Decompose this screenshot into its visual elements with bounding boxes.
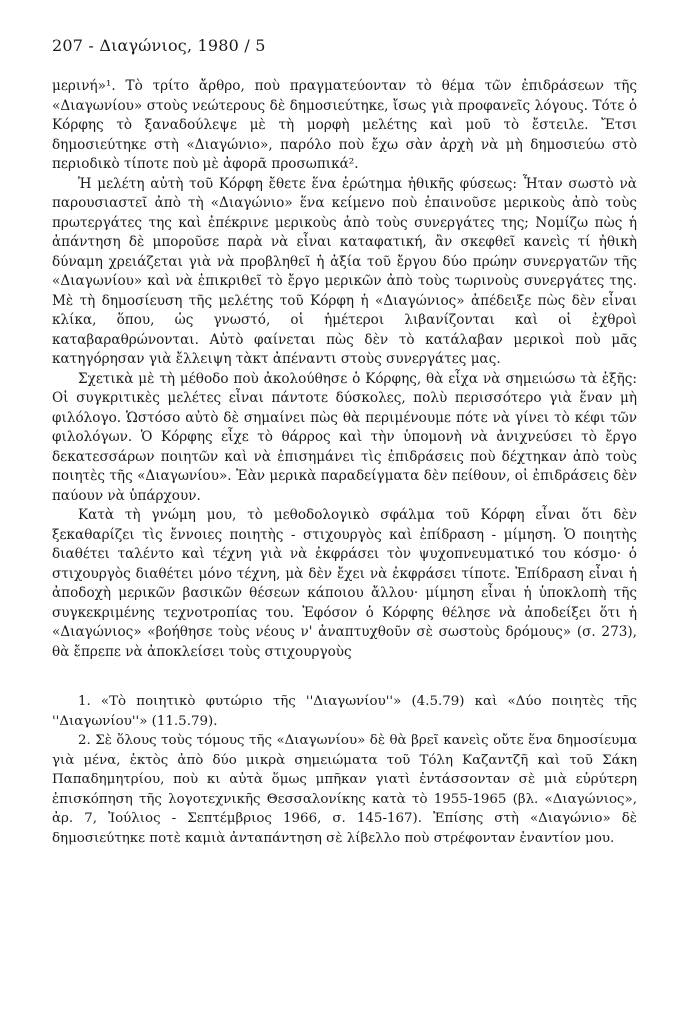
paragraph: Κατὰ τὴ γνώμη μου, τὸ μεθοδολογικὸ σφάλμα τοῦ Κόρφη εἶναι ὅτι δὲν ξεκαθαρίζει τὶς ἔννοιες ποιητὴς - στιχουργὸς καὶ ἐπίδραση - μίμηση. Ὁ ποιητὴς διαθέτει ταλέντο καὶ τέχνη γιὰ νὰ ἐκφράσει τὸν ψυχοπνευματικό του κόσμο· ὁ στιχουργὸς διαθέτει μόνο τέχνη, μὰ δὲν ἔχει νὰ ἐκφράσει τίποτε. Ἐπίδραση εἶναι ἡ ἀποδοχὴ μερικῶν βασικῶν θέσεων κάποιου ἄλλου· μίμηση εἶναι ἡ ὑποκλοπὴ τῆς συγκεκριμένης τεχνοτροπίας του. Ἐφόσον ὁ Κόρφης θέλησε νὰ ἀποδείξει ὅτι ἡ «Διαγώνιος» «βοήθησε τοὺς νέους ν' ἀναπτυχθοῦν σὲ σωστοὺς δρόμους» (σ. 273), θὰ ἔπρεπε νὰ ἀποκλείσει τοὺς στιχουργοὺς bbox=[52, 507, 637, 660]
footnote: 2. Σὲ ὅλους τοὺς τόμους τῆς «Διαγωνίου» δὲ θὰ βρεῖ κανεὶς οὔτε ἕνα δημοσίευμα γιὰ μένα, ἐκτὸς ἀπὸ δύο μικρὰ σημειώματα τοῦ Τόλη Καζαντζῆ καὶ τοῦ Σάκη Παπαδημητρίου, ποὺ κι αὐτὰ ὅμως μπῆκαν γιατὶ ἐντάσσονταν σὲ μιὰ εὐρύτερη ἐπισκόπηση τῆς λογοτεχνικῆς Θεσσαλονίκης κατὰ τὸ 1955-1965 (βλ. «Διαγώνιος», ἀρ. 7, Ἰούλιος - Σεπτέμβριος 1966, σ. 145-167). Ἐπίσης στὴ «Διαγώνιο» δὲ δημοσιεύτηκε ποτὲ καμιὰ ἀνταπάντηση σὲ λίβελλο ποὺ στρέφονταν ἐναντίον μου. bbox=[52, 733, 637, 846]
running-head: 207 - Διαγώνιος, 1980 / 5 bbox=[52, 36, 266, 55]
footnote: 1. «Τὸ ποιητικὸ φυτώριο τῆς ''Διαγωνίου''» (4.5.79) καὶ «Δύο ποιητὲς τῆς ''Διαγωνίου''» (11.5.79). bbox=[52, 694, 637, 729]
paragraph: Σχετικὰ μὲ τὴ μέθοδο ποὺ ἀκολούθησε ὁ Κόρφης, θὰ εἶχα νὰ σημειώσω τὰ ἑξῆς: Οἱ συγκριτικὲς μελέτες εἶναι πάντοτε δύσκολες, πολὺ περισσότερο γιὰ ἕναν μὴ φιλόλογο. Ὡστόσο αὐτὸ δὲ σημαίνει πὼς θὰ περιμένουμε πότε νὰ γίνει τὸ κέφι τῶν φιλολόγων. Ὁ Κόρφης εἶχε τὸ θάρρος καὶ τὴν ὑπομονὴ νὰ ἀνιχνεύσει τὸ ἔργο δεκατεσσάρων ποιητῶν καὶ νὰ ἐπισημάνει τὶς ἐπιδράσεις ποὺ δέχτηκαν ἀπὸ τοὺς ποιητὲς τῆς «Διαγωνίου». Ἐὰν μερικὰ παραδείγματα δὲν πείθουν, οἱ ἐπιδράσεις δὲν παύουν νὰ ὑπάρχουν. bbox=[52, 370, 637, 504]
paragraph: μερινή»¹. Τὸ τρίτο ἄρθρο, ποὺ πραγματεύονταν τὸ θέμα τῶν ἐπιδράσεων τῆς «Διαγωνίου» στοὺς νεώτερους δὲ δημοσιεύτηκε, ἴσως γιὰ προφανεῖς λόγους. Τότε ὁ Κόρφης τὸ ξαναδούλεψε μὲ τὴ μορφὴ μελέτης καὶ μοῦ τὸ ἔστειλε. Ἔτσι δημοσιεύτηκε στὴ «Διαγώνιο», παρόλο ποὺ ἔχω σὰν ἀρχὴ νὰ μὴ δημοσιεύω στὸ περιοδικὸ τίποτε ποὺ μὲ ἀφορᾶ προσωπικά². bbox=[52, 78, 637, 172]
document-page bbox=[52, 36, 637, 848]
footnotes bbox=[52, 692, 637, 848]
paragraph: Ἡ μελέτη αὐτὴ τοῦ Κόρφη ἔθετε ἕνα ἐρώτημα ἠθικῆς φύσεως: Ἦταν σωστὸ νὰ παρουσιαστεῖ ἀπὸ τὴ «Διαγώνιο» ἕνα κείμενο ποὺ ἐπαινοῦσε μερικοὺς ἀπὸ τοὺς πρωτεργάτες της καὶ ἐπέκρινε μερικοὺς ἀπὸ τοὺς συνεργάτες της; Νομίζω πὼς ἡ ἀπάντηση δὲ μποροῦσε παρὰ νὰ εἶναι καταφατική, ἂν σκεφθεῖ κανεὶς τί ἠθικὴ δύναμη χρειάζεται γιὰ νὰ προβληθεῖ ἡ ἀξία τοῦ ἔργου δύο πρώην συνεργατῶν τῆς «Διαγωνίου» καὶ νὰ ἐπικριθεῖ τὸ ἔργο μερικῶν ἀπὸ τοὺς τωρινοὺς συνεργάτες της. Μὲ τὴ δημοσίευση τῆς μελέτης τοῦ Κόρφη ἡ «Διαγώνιος» ἀπέδειξε πὼς δὲν εἶναι κλίκα, ὅπου, ὡς γνωστό, οἱ ἡμέτεροι λιβανίζονται καὶ οἱ ἐχθροὶ καταβαραθρώνονται. Αὐτὸ φαίνεται πὼς δὲν τὸ κατάλαβαν μερικοὶ ποὺ μᾶς κατηγόρησαν γιὰ ἔλλειψη τὰκτ ἀπέναντι στοὺς συνεργάτες μας. bbox=[52, 175, 637, 367]
body-text bbox=[52, 77, 637, 662]
